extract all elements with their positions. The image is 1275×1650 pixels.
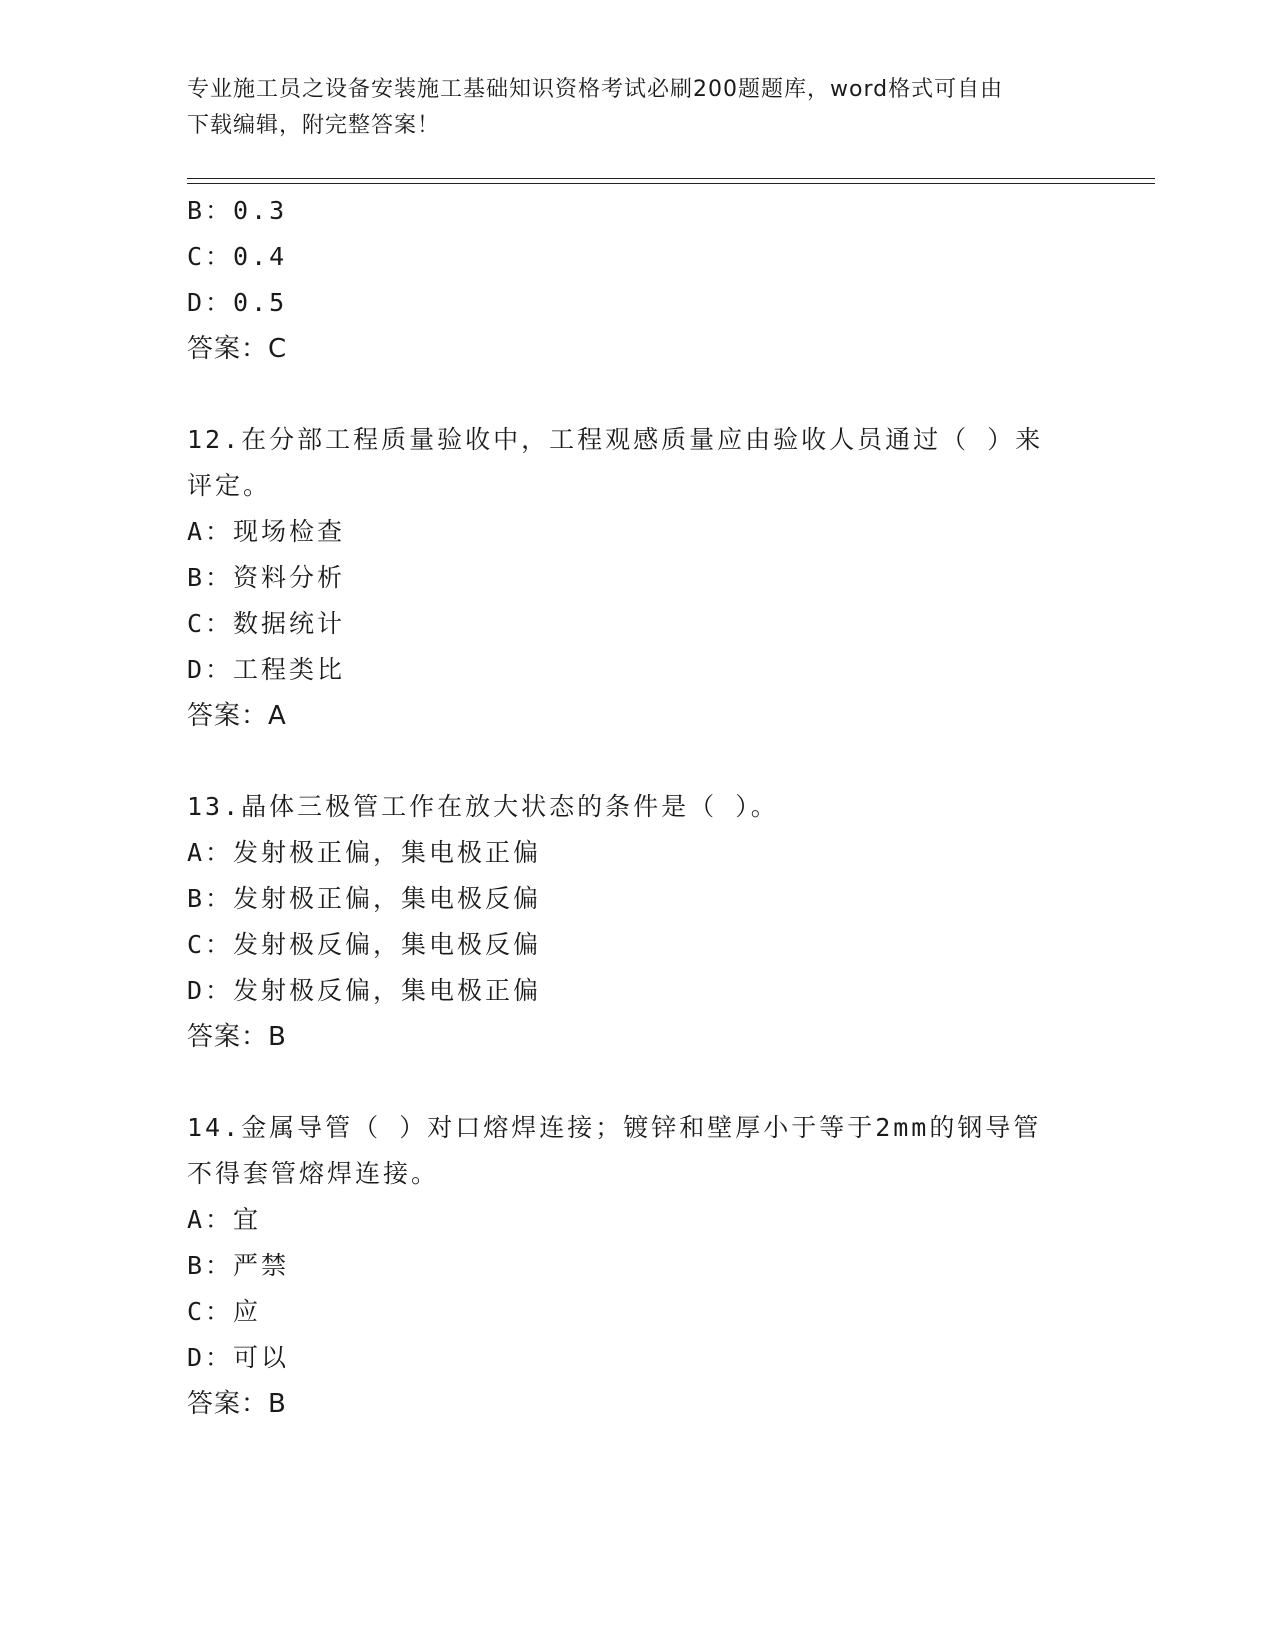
option-c: C：应	[187, 1297, 262, 1326]
question-12	[187, 417, 1087, 739]
option-d: D：工程类比	[187, 655, 346, 684]
question-list	[187, 188, 1087, 1427]
header-line-1: 专业施工员之设备安装施工基础知识资格考试必刷200题题库，word格式可自由	[187, 77, 1004, 102]
answer-line: 答案：B	[187, 1022, 287, 1052]
partial-question	[187, 188, 1087, 372]
header-rule-bottom	[187, 183, 1155, 184]
option-b: B：发射极正偏，集电极反偏	[187, 884, 542, 913]
option-a: A：宜	[187, 1205, 262, 1234]
option-d: D：0.5	[187, 288, 288, 317]
question-stem: 12.在分部工程质量验收中，工程观感质量应由验收人员通过（ ）来	[187, 425, 1044, 454]
option-a: A：发射极正偏，集电极正偏	[187, 838, 542, 867]
option-c: C：数据统计	[187, 609, 346, 638]
question-stem: 14.金属导管（ ）对口熔焊连接；镀锌和壁厚小于等于2mm的钢导管	[187, 1113, 1042, 1142]
question-14	[187, 1105, 1087, 1427]
document-header	[187, 72, 1087, 144]
option-b: B：0.3	[187, 196, 288, 225]
header-rule-top	[187, 178, 1155, 179]
option-a: A：现场检查	[187, 517, 346, 546]
option-d: D：可以	[187, 1343, 290, 1372]
option-c: C：发射极反偏，集电极反偏	[187, 930, 542, 959]
answer-line: 答案：A	[187, 701, 287, 731]
option-d: D：发射极反偏，集电极正偏	[187, 976, 542, 1005]
option-b: B：资料分析	[187, 563, 346, 592]
option-b: B：严禁	[187, 1251, 290, 1280]
question-stem: 不得套管熔焊连接。	[187, 1159, 440, 1188]
option-c: C：0.4	[187, 242, 288, 271]
question-13	[187, 784, 1087, 1060]
question-stem: 评定。	[187, 471, 272, 500]
question-stem: 13.晶体三极管工作在放大状态的条件是（ ）。	[187, 792, 779, 821]
answer-line: 答案：B	[187, 1389, 287, 1419]
header-line-2: 下载编辑，附完整答案！	[187, 113, 441, 138]
answer-line: 答案：C	[187, 334, 288, 364]
